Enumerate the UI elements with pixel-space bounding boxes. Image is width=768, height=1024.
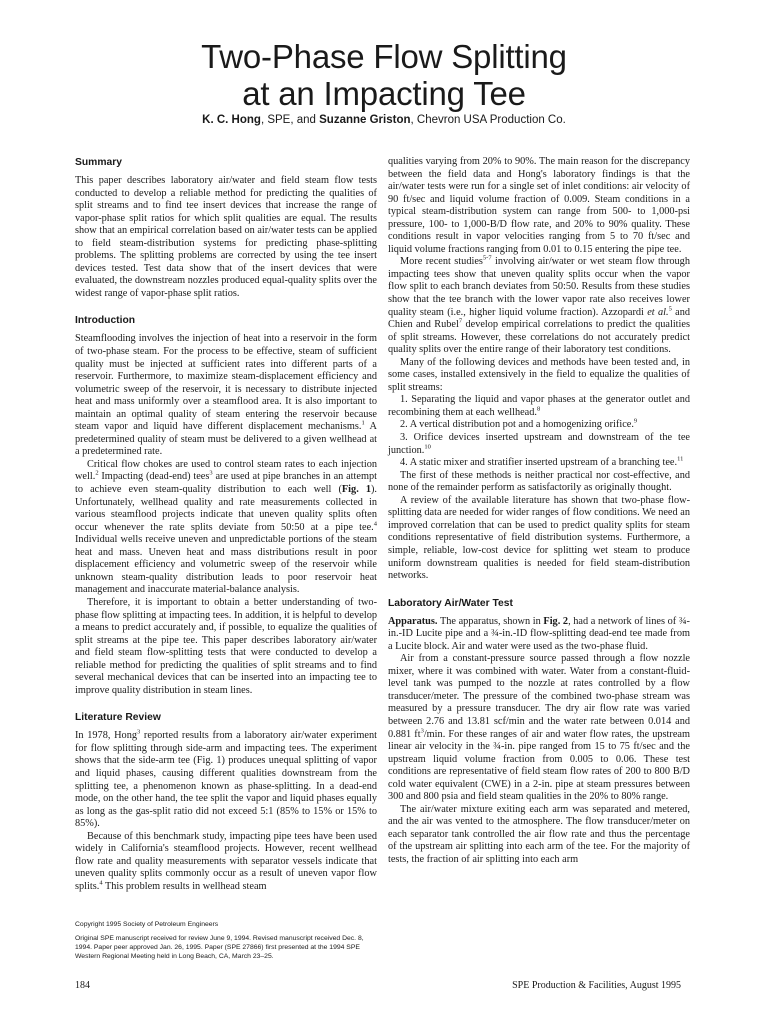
intro-p1-text: Steamflooding involves the injection of heat into a reservoir in the form of two-phase steam. For the process to be effective, steam of sufficient quality must be injected at sufficient rates into different parts of a reservoir. Furthermore, to maximize steam-displacement efficiency and volumetric sweep of the reservoir, it is necessary to distribute injected heat and mass uniformly over a steamflood area. It is also important to maintain an optimal quality of steam entering the reservoir because steam vapor and liquid have different displacement mechanisms.	[75, 333, 377, 433]
ref-sup: 4	[99, 879, 103, 887]
ref-sup: 7	[458, 317, 463, 325]
title-line-2: at an Impacting Tee	[242, 75, 526, 112]
affiliation: , Chevron USA Production Co.	[410, 114, 566, 126]
right-p2-c: and Chien and Rubel	[388, 306, 690, 331]
list-item-text: 4. A static mixer and stratifier inserted upstream of a branching tee.	[400, 457, 678, 469]
summary-text: This paper describes laboratory air/water and field steam flow tests conducted to develop a reliable method for predicting the qualities of split streams and to find tee insert devices that increase the range of vapor-phase split ratios for which split qualities are equal. The results show that an empirical correlation based on air/water tests can be applied to field steam-distribution systems for predicting phase-splitting problems. The splitting problems are corrected by using the tee insert devices tested. Test data show that of the insert devices that were evaluated, the downstream nozzles produced equal-quality splits over the widest range of vapor-phase split ratios.	[75, 175, 377, 299]
right-paragraph-2	[388, 256, 690, 356]
right-paragraph-3: Many of the following devices and methods have been tested and, in some cases, installed extensively in the field to equalize the qualities of split streams:	[388, 356, 690, 393]
ref-sup: 5	[668, 305, 672, 313]
apparatus-a: The apparatus, shown in	[437, 615, 544, 627]
lab-paragraph-2	[388, 653, 690, 804]
title-line-1: Two-Phase Flow Splitting	[201, 38, 567, 75]
summary-heading: Summary	[75, 157, 122, 168]
list-item	[388, 432, 690, 457]
list-item	[388, 394, 690, 419]
figure-ref: Fig. 1	[341, 484, 371, 496]
author-2: Suzanne Griston	[319, 114, 411, 126]
literature-heading: Literature Review	[75, 712, 161, 724]
intro-p1-tail: A predetermined quality of steam must be delivered to a given wellhead at a predetermined rate.	[75, 421, 377, 458]
intro-p2-a: Critical flow chokes are used to control steam rates to each injection well.	[75, 458, 377, 483]
ref-sup: 5-7	[482, 254, 492, 262]
right-paragraph-4: The first of these methods is neither practical nor cost-effective, and none of the remainder perform as satisfactorily as originally thought.	[388, 469, 690, 494]
lab-test-heading: Laboratory Air/Water Test	[388, 597, 513, 609]
ref-sup: 10	[424, 443, 431, 451]
list-item-text: 1. Separating the liquid and vapor phases at the generator outlet and recombining them at each wellhead.	[388, 394, 690, 418]
lit-p1-b: reported results from a laboratory air/water experiment for flow splitting through side-arm and impacting tees. The experiment shows that the side-arm tee (Fig. 1) produces unequal splitting of vapor and liquid phases, causing different qualities downstream from the splitting tee, a phenomenon known as phase-splitting. In a dead-end mode, on the other hand, the tee split the vapor and liquid phases equally as long as the gas-split ratio did not exceed 5:1 (85% to 15% or 15% to 85%).	[75, 730, 378, 830]
intro-paragraph-1	[75, 333, 377, 458]
right-p2-d: develop empirical correlations to predict the qualities of split streams. However, these correlations do not accurately predict quality splits over the entire range of their laboratory test conditions.	[388, 319, 690, 356]
ref-sup: 11	[677, 455, 684, 463]
right-column	[388, 156, 690, 867]
ref-sup: 8	[536, 405, 541, 413]
ref-sup: 3	[209, 470, 213, 478]
intro-p2-c: are used at pipe branches in an attempt to achieve even steam-quality distribution to each well (	[75, 471, 377, 496]
right-p2-b: involving air/water or wet steam flow through impacting tees show that uneven quality splits occur when the vapor flow split to each branch deviates from 50:50. Results from these studies show that the tee branch with the lower vapor rate also receives lower quality steam (i.e., higher liquid volume fraction). Azzopardi	[388, 256, 690, 318]
list-item	[388, 419, 690, 432]
manuscript-note: Original SPE manuscript received for review June 9, 1994. Revised manuscript received Dec. 8, 1994. Paper peer approved Jan. 26, 1995. Paper (SPE 27866) first presented at the 1994 SPE Western Regional Meeting held in Long Beach, CA, March 23–25.	[75, 935, 364, 960]
author-sep: , SPE, and	[260, 114, 320, 126]
right-p2-a: More recent studies	[400, 256, 483, 268]
ref-sup: 2	[95, 470, 99, 478]
introduction-heading: Introduction	[75, 315, 136, 327]
right-paragraph-1: qualities varying from 20% to 90%. The main reason for the discrepancy between the field data and Hong's laboratory findings is that the air/water tests were run for a single set of inlet conditions: air velocity of 90 ft/sec and liquid volume fraction of 0.009. Steam conditions in a typical steam-distribution system can range from 500- to 1,000-psi pressure, 100- to 1,000-B/D flow rate, and 20% to 90% quality. These conditions result in vapor velocities ranging from 5 to 70 ft/sec and liquid volume fractions ranging from 0.01 to 0.15 entering the pipe tee.	[388, 156, 690, 255]
copyright-note: Copyright 1995 Society of Petroleum Engineers	[75, 921, 219, 928]
lit-p2-a: Because of this benchmark study, impacting pipe tees have been used widely in California's steamflood projects. However, recent wellhead flow rate and quality measurements with separator vessels indicate that uneven quality splits commonly occur as a result of uneven vapor flow splits.	[75, 830, 377, 892]
lit-p2-b: This problem results in wellhead steam	[102, 880, 267, 892]
lab-paragraph-3: The air/water mixture exiting each arm was separated and metered, and the air was vented to the atmosphere. The flow transducer/meter on each separator tank controlled the air flow rate and thus the percentage of the upstream air splitting into each arm of the tee. For the majority of tests, the fraction of air splitting into each arm	[388, 803, 690, 865]
author-line	[100, 114, 668, 126]
figure-ref: Fig. 2	[543, 615, 569, 627]
superscript: 3	[420, 727, 424, 735]
apparatus-b: , had a network of lines of ¾-in.-ID Lucite pipe and a ¾-in.-ID flow-splitting dead-end tee made from a Lucite block. Air and water were used as the two-phase fluid.	[388, 615, 690, 652]
author-1: K. C. Hong	[202, 114, 261, 126]
intro-paragraph-3: Therefore, it is important to obtain a better understanding of two-phase flow splitting at impacting tees. In addition, it is helpful to develop a means to predict accurately and, if possible, to equalize the qualities of split streams at the pipe tee. This paper describes laboratory air/water and field steam flow-splitting tests that were conducted to develop a reliable method for predicting the qualities of split streams and to find several mechanical devices that can be inserted into an impacting tee to improve quality distribution in steam lines.	[75, 596, 377, 696]
intro-p2-b: Impacting (dead-end) tees	[98, 471, 210, 483]
lit-p1-a: In 1978, Hong	[75, 730, 137, 742]
device-list	[388, 394, 690, 469]
intro-paragraph-2	[75, 459, 377, 597]
apparatus-lead: Apparatus.	[388, 615, 438, 627]
ref-sup: 1	[361, 419, 365, 427]
ref-sup: 3	[137, 728, 141, 736]
journal-info: SPE Production & Facilities, August 1995	[512, 980, 681, 991]
lit-paragraph-2	[75, 831, 377, 894]
et-al: et al.	[647, 306, 669, 318]
left-column	[75, 156, 377, 893]
intro-p2-d: ). Unfortunately, wellhead quality and rate measurements collected in various steamflood projects indicate that uneven quality splits often occur whenever the rate splits deviate from 50:50 at a pipe tee.	[75, 484, 377, 533]
lit-paragraph-1	[75, 730, 377, 830]
lab-p2-a: Air from a constant-pressure source passed through a flow nozzle mixer, where it was combined with water. Water from a constant-fluid-level tank was pumped to the nozzle at rates controlled by a flow transducer/meter. The pressure of the combined two-phase stream was measured by a pressure transducer. The dry air flow rate was varied between 2.76 and 13.81 scf/min and the water rate between 0.014 and 0.881 ft	[388, 653, 690, 740]
page-number: 184	[75, 980, 90, 991]
ref-sup: 9	[633, 418, 638, 426]
list-item-text: 2. A vertical distribution pot and a homogenizing orifice.	[400, 419, 634, 431]
apparatus-paragraph	[388, 616, 690, 654]
list-item	[388, 457, 690, 470]
paper-title	[100, 38, 668, 112]
ref-sup: 4	[373, 520, 377, 528]
right-paragraph-5: A review of the available literature has shown that two-phase flow-splitting data are needed for wider ranges of flow conditions. We need an improved correlation that can be used to predict quality splits for steam conditions representative of field distribution systems. Furthermore, a simple, reliable, low-cost device for splitting wet steam to produce uniform downstream qualities is needed for field steam-distribution networks.	[388, 494, 690, 582]
footnotes	[75, 920, 377, 966]
intro-p2-e: Individual wells receive uneven and unpredictable portions of the steam heat and mass. Uneven heat and mass distributions result in poor displacement efficiency and volumetric sweep of the reservoir while unknown steam-quality distribution leads to poor reservoir heat management and inaccurate material-balance analysis.	[75, 534, 377, 596]
list-item-text: 3. Orifice devices inserted upstream and downstream of the tee junction.	[388, 432, 690, 456]
lab-p2-b: /min. For these ranges of air and water flow rates, the upstream linear air velocity in the ¾-in. pipe ranged from 15 to 75 ft/sec and the upstream liquid volume fraction from 0.005 to 0.06. These test conditions are representative of field steam flow rates of 200 to 800 B/D cold water equivalent (CWE) in a 2-in. pipe at steam pressures between 300 and 800 psia and field steam qualities in the 20% to 80% range.	[388, 728, 690, 803]
